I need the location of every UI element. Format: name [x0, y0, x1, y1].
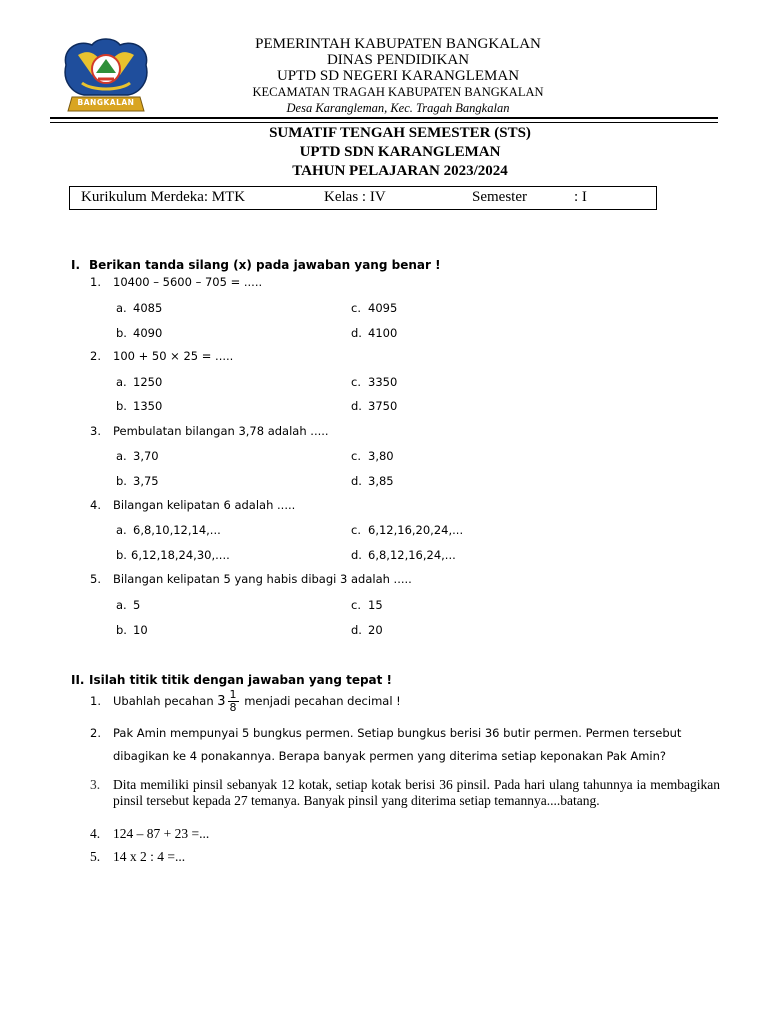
- section-2-instruction: Isilah titik titik dengan jawaban yang tepat !: [89, 673, 393, 687]
- semester-label: Semester: [472, 189, 527, 205]
- essay-question-2-cont: dibagikan ke 4 ponakannya. Berapa banyak permen yang diterima setiap keponakan Pak Amin?: [113, 749, 666, 763]
- mc-option[interactable]: d. 6,8,12,16,24,...: [351, 548, 456, 562]
- essay-question-4: 4. 124 – 87 + 23 =...: [90, 826, 210, 841]
- mc-option[interactable]: c. 15: [351, 598, 383, 612]
- essay-question-3: Dita memiliki pinsil sebanyak 12 kotak, setiap kotak berisi 36 pinsil. Pada hari ulang tahunnya ia membagikan pinsil tersebut kepada 27 temanya. Banyak pinsil yang diterima setiap temannya....batang.: [113, 777, 720, 808]
- letterhead: [170, 36, 626, 116]
- essay-question-1: 1. Ubahlah pecahan 3 $\frac{1}{8}$ menjadi pecahan decimal !: [90, 688, 401, 714]
- mc-option[interactable]: d. 3,85: [351, 474, 394, 488]
- mc-option[interactable]: a. 3,70: [116, 449, 159, 463]
- mc-option[interactable]: b. 4090: [116, 326, 163, 340]
- logo-banner-text: BANGKALAN: [77, 98, 135, 107]
- letterhead-government: PEMERINTAH KABUPATEN BANGKALAN: [255, 36, 541, 52]
- mc-option[interactable]: c. 3350: [351, 375, 398, 389]
- mc-option[interactable]: c. 4095: [351, 301, 398, 315]
- mc-option[interactable]: a. 4085: [116, 301, 163, 315]
- essay-question-2: 2. Pak Amin mempunyai 5 bungkus permen. Setiap bungkus berisi 36 butir permen. Permen tersebut: [90, 726, 682, 740]
- mc-question-5: 5. Bilangan kelipatan 5 yang habis dibagi 3 adalah .....: [90, 572, 412, 586]
- section-2-heading: [71, 673, 392, 687]
- essay-question-5: 5. 14 x 2 : 4 =...: [90, 849, 186, 864]
- mc-option[interactable]: b. 10: [116, 623, 148, 637]
- letterhead-school: UPTD SD NEGERI KARANGLEMAN: [276, 68, 520, 84]
- mc-option[interactable]: d. 20: [351, 623, 383, 637]
- mc-question-4: 4. Bilangan kelipatan 6 adalah .....: [90, 498, 296, 512]
- letterhead-divider-thin: [50, 122, 718, 123]
- mc-question-3: 3. Pembulatan bilangan 3,78 adalah .....: [90, 424, 329, 438]
- mixed-fraction-whole: 3: [217, 694, 226, 709]
- letterhead-divider-thick: [50, 117, 718, 119]
- mc-option[interactable]: a. 6,8,10,12,14,...: [116, 523, 221, 537]
- fraction: $\frac{1}{8}$: [229, 688, 237, 714]
- letterhead-district: KECAMATAN TRAGAH KABUPATEN BANGKALAN: [252, 85, 544, 99]
- mc-option[interactable]: b. 3,75: [116, 474, 159, 488]
- regency-logo: [58, 35, 154, 115]
- section-1-heading: [71, 258, 441, 272]
- mc-option[interactable]: a. 5: [116, 598, 141, 612]
- section-1-number: I.: [71, 258, 81, 272]
- mc-option[interactable]: b. 6,12,18,24,30,....: [116, 548, 230, 562]
- mc-question-1: 1. 10400 – 5600 – 705 = .....: [90, 275, 263, 289]
- exam-info-box: [69, 186, 657, 210]
- letterhead-department: DINAS PENDIDIKAN: [326, 52, 470, 68]
- section-2-number: II.: [71, 673, 85, 687]
- mc-option[interactable]: c. 3,80: [351, 449, 394, 463]
- exam-title-line3: TAHUN PELAJARAN 2023/2024: [292, 163, 508, 179]
- mc-option[interactable]: b. 1350: [116, 399, 163, 413]
- exam-title: [160, 124, 640, 181]
- mc-option[interactable]: c. 6,12,16,20,24,...: [351, 523, 464, 537]
- curriculum-subject: Kurikulum Merdeka: MTK: [81, 189, 246, 205]
- essay-question-3-number: 3.: [90, 777, 101, 792]
- mc-option[interactable]: d. 3750: [351, 399, 398, 413]
- exam-title-line1: SUMATIF TENGAH SEMESTER (STS): [269, 125, 531, 141]
- class-level: Kelas : IV: [324, 189, 386, 205]
- letterhead-address: Desa Karangleman, Kec. Tragah Bangkalan: [286, 101, 510, 115]
- mc-question-2: 2. 100 + 50 × 25 = .....: [90, 349, 234, 363]
- exam-title-line2: UPTD SDN KARANGLEMAN: [299, 144, 501, 160]
- section-1-instruction: Berikan tanda silang (x) pada jawaban yang benar !: [89, 258, 441, 272]
- mc-option[interactable]: d. 4100: [351, 326, 398, 340]
- mc-option[interactable]: a. 1250: [116, 375, 163, 389]
- semester-value: : I: [574, 189, 587, 205]
